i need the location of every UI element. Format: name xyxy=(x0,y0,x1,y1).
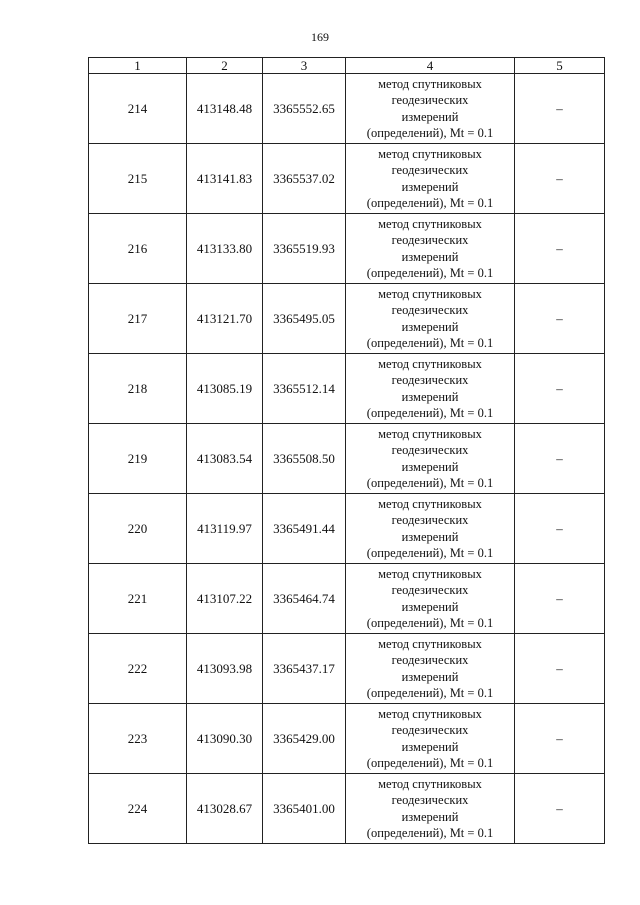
column-header-3: 3 xyxy=(263,58,346,74)
column-header-2: 2 xyxy=(187,58,263,74)
table-body xyxy=(89,74,605,844)
note-cell: – xyxy=(515,214,605,284)
method-line: (определений), Mt = 0.1 xyxy=(366,616,494,630)
y-coordinate-cell: 3365495.05 xyxy=(263,284,346,354)
x-coordinate-cell: 413141.83 xyxy=(187,144,263,214)
y-coordinate-cell: 3365508.50 xyxy=(263,424,346,494)
table-row xyxy=(89,354,605,424)
method-line: геодезических xyxy=(391,723,469,737)
method-line: измерений xyxy=(401,109,459,124)
method-line: геодезических xyxy=(391,93,469,107)
point-number-cell: 224 xyxy=(89,774,187,844)
point-number-cell: 220 xyxy=(89,494,187,564)
table-row xyxy=(89,564,605,634)
method-line: геодезических xyxy=(391,233,469,247)
point-number-cell: 223 xyxy=(89,704,187,774)
method-line: измерений xyxy=(401,319,459,334)
y-coordinate-cell: 3365519.93 xyxy=(263,214,346,284)
x-coordinate-cell: 413107.22 xyxy=(187,564,263,634)
method-line: метод спутниковых xyxy=(378,76,482,91)
method-line: (определений), Mt = 0.1 xyxy=(366,126,494,140)
method-line: измерений xyxy=(401,249,459,264)
method-cell xyxy=(346,214,515,284)
table-row xyxy=(89,424,605,494)
method-line: измерений xyxy=(401,529,459,544)
method-line: (определений), Mt = 0.1 xyxy=(366,546,494,560)
method-line: измерений xyxy=(401,809,459,824)
table-row xyxy=(89,74,605,144)
table-row xyxy=(89,704,605,774)
method-line: (определений), Mt = 0.1 xyxy=(366,336,494,350)
y-coordinate-cell: 3365401.00 xyxy=(263,774,346,844)
note-cell: – xyxy=(515,424,605,494)
x-coordinate-cell: 413119.97 xyxy=(187,494,263,564)
method-line: метод спутниковых xyxy=(378,286,482,301)
point-number-cell: 215 xyxy=(89,144,187,214)
x-coordinate-cell: 413133.80 xyxy=(187,214,263,284)
method-cell xyxy=(346,74,515,144)
coordinates-table xyxy=(88,57,605,844)
method-line: (определений), Mt = 0.1 xyxy=(366,686,494,700)
y-coordinate-cell: 3365552.65 xyxy=(263,74,346,144)
note-cell: – xyxy=(515,564,605,634)
method-line: метод спутниковых xyxy=(378,426,482,441)
method-line: (определений), Mt = 0.1 xyxy=(366,196,494,210)
method-cell xyxy=(346,144,515,214)
y-coordinate-cell: 3365429.00 xyxy=(263,704,346,774)
method-line: метод спутниковых xyxy=(378,776,482,791)
point-number-cell: 218 xyxy=(89,354,187,424)
method-cell xyxy=(346,494,515,564)
method-line: измерений xyxy=(401,739,459,754)
y-coordinate-cell: 3365464.74 xyxy=(263,564,346,634)
table-row xyxy=(89,634,605,704)
x-coordinate-cell: 413083.54 xyxy=(187,424,263,494)
x-coordinate-cell: 413085.19 xyxy=(187,354,263,424)
point-number-cell: 219 xyxy=(89,424,187,494)
method-line: измерений xyxy=(401,599,459,614)
method-cell xyxy=(346,704,515,774)
method-line: геодезических xyxy=(391,303,469,317)
method-line: метод спутниковых xyxy=(378,636,482,651)
method-line: измерений xyxy=(401,459,459,474)
point-number-cell: 221 xyxy=(89,564,187,634)
table-row xyxy=(89,774,605,844)
method-line: геодезических xyxy=(391,653,469,667)
note-cell: – xyxy=(515,144,605,214)
x-coordinate-cell: 413093.98 xyxy=(187,634,263,704)
method-line: метод спутниковых xyxy=(378,216,482,231)
method-line: геодезических xyxy=(391,583,469,597)
table-row xyxy=(89,494,605,564)
point-number-cell: 222 xyxy=(89,634,187,704)
method-cell xyxy=(346,564,515,634)
y-coordinate-cell: 3365491.44 xyxy=(263,494,346,564)
method-line: геодезических xyxy=(391,793,469,807)
method-line: метод спутниковых xyxy=(378,146,482,161)
note-cell: – xyxy=(515,354,605,424)
note-cell: – xyxy=(515,774,605,844)
table-row xyxy=(89,214,605,284)
point-number-cell: 216 xyxy=(89,214,187,284)
column-header-4: 4 xyxy=(346,58,515,74)
method-line: измерений xyxy=(401,389,459,404)
table-row xyxy=(89,284,605,354)
table-header-row xyxy=(89,58,605,74)
note-cell: – xyxy=(515,494,605,564)
method-line: геодезических xyxy=(391,163,469,177)
method-line: геодезических xyxy=(391,513,469,527)
method-cell xyxy=(346,774,515,844)
y-coordinate-cell: 3365512.14 xyxy=(263,354,346,424)
note-cell: – xyxy=(515,284,605,354)
x-coordinate-cell: 413148.48 xyxy=(187,74,263,144)
column-header-1: 1 xyxy=(89,58,187,74)
note-cell: – xyxy=(515,74,605,144)
table-row xyxy=(89,144,605,214)
method-cell xyxy=(346,634,515,704)
method-line: (определений), Mt = 0.1 xyxy=(366,406,494,420)
method-line: метод спутниковых xyxy=(378,356,482,371)
page-number: 169 xyxy=(311,30,329,44)
method-line: (определений), Mt = 0.1 xyxy=(366,756,494,770)
method-line: метод спутниковых xyxy=(378,496,482,511)
y-coordinate-cell: 3365537.02 xyxy=(263,144,346,214)
x-coordinate-cell: 413121.70 xyxy=(187,284,263,354)
method-line: (определений), Mt = 0.1 xyxy=(366,476,494,490)
x-coordinate-cell: 413090.30 xyxy=(187,704,263,774)
note-cell: – xyxy=(515,634,605,704)
point-number-cell: 214 xyxy=(89,74,187,144)
point-number-cell: 217 xyxy=(89,284,187,354)
method-cell xyxy=(346,354,515,424)
method-line: геодезических xyxy=(391,443,469,457)
y-coordinate-cell: 3365437.17 xyxy=(263,634,346,704)
column-header-5: 5 xyxy=(515,58,605,74)
method-line: метод спутниковых xyxy=(378,566,482,581)
method-cell xyxy=(346,284,515,354)
method-line: (определений), Mt = 0.1 xyxy=(366,266,494,280)
method-line: измерений xyxy=(401,669,459,684)
method-line: (определений), Mt = 0.1 xyxy=(366,826,494,840)
method-line: метод спутниковых xyxy=(378,706,482,721)
note-cell: – xyxy=(515,704,605,774)
method-line: геодезических xyxy=(391,373,469,387)
x-coordinate-cell: 413028.67 xyxy=(187,774,263,844)
method-line: измерений xyxy=(401,179,459,194)
method-cell xyxy=(346,424,515,494)
